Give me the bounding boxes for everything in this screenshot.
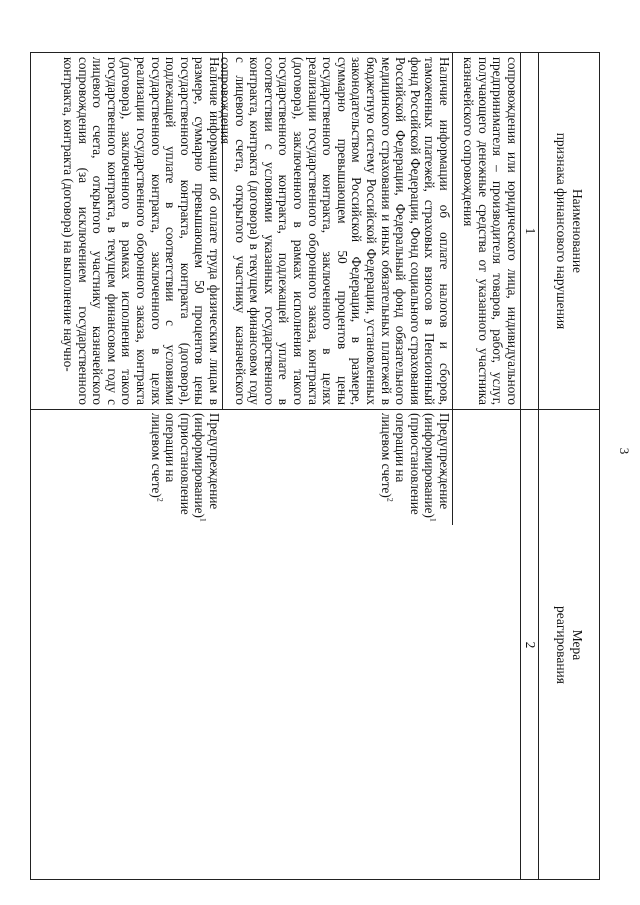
row-3-measure-main-footnote: 1 xyxy=(198,517,208,522)
number-row-divider xyxy=(520,53,521,879)
page-number: 3 xyxy=(617,447,632,455)
header-measure xyxy=(539,409,599,881)
row-3-measure-alt-footnote: 2 xyxy=(155,497,165,502)
row-2-measure-alt-footnote: 2 xyxy=(385,497,395,502)
row-2-criterion xyxy=(218,57,452,405)
row-3-measure-main: Предупреждение (информирование) xyxy=(192,413,222,518)
header-criterion-line2: признака финансового нарушения xyxy=(554,132,569,330)
row-3-criterion-text: Наличие информации об оплате труда физическим лицам в размере, суммарно превышающем 50 процентов цены государственного контракта, контракта (договора), подлежащей уплате в соответствии с условиями государственного контракта, заключенного в целях реализации государственного оборонного заказа, контракта (договора), заключенного в рамках исполнения такого государственного контракта, в текущем финансовом году с лицевого счета, открытого участнику казначейского сопровождения (за исключением государственного контракта, контракта (договора) на выполнение научно- xyxy=(61,57,222,405)
row-3-measure-alt: (приостановление операции на лицевом счете) xyxy=(148,413,193,515)
row-3-criterion xyxy=(60,57,221,405)
row-2-measure-alt: (приостановление операции на лицевом счете) xyxy=(378,413,423,515)
row-2-criterion-text: Наличие информации об оплате налогов и сборов, таможенных платежей, страховых взносов в Пенсионный фонд Российской Федерации, Фонд социального страхования Российской Федерации, Федеральный фонд обязательного медицинского страхования и иных обязательных платежей в бюджетную систему Российской Федерации, установленных законодательством Российской Федерации, в размере, суммарно превышающем 50 процентов цены государственного контракта, заключенного в целях реализации государственного оборонного заказа, контракта (договора), заключенного в рамках исполнения такого государственного контракта, подлежащей уплате в соответствии с условиями указанных государственного контракта, контракта (договора) в текущем финансовом году с лицевого счета, открытого участнику казначейского сопровождения xyxy=(218,57,452,405)
row-1-criterion-text: сопровождения или юридического лица, индивидуального предпринимателя – производителя товаров, работ, услуг, получающего денежные средства от указанного участника казначейского сопровождения xyxy=(461,57,520,405)
column-number-2: 2 xyxy=(523,641,538,649)
header-measure-line2: реагирования xyxy=(554,605,569,684)
header-criterion xyxy=(539,53,599,409)
column-divider xyxy=(31,409,599,410)
column-number-1: 1 xyxy=(523,227,538,235)
row-2-measure-main-footnote: 1 xyxy=(428,517,438,522)
row-2-measure xyxy=(378,413,452,522)
header-criterion-line1: Наименование xyxy=(570,188,585,274)
row-3-measure xyxy=(148,413,222,522)
row-1-criterion xyxy=(461,57,519,405)
header-measure-line1: Мера xyxy=(570,629,585,661)
row-2-measure-main: Предупреждение (информирование) xyxy=(422,413,452,518)
row-divider xyxy=(452,53,453,525)
criteria-table xyxy=(30,52,600,880)
